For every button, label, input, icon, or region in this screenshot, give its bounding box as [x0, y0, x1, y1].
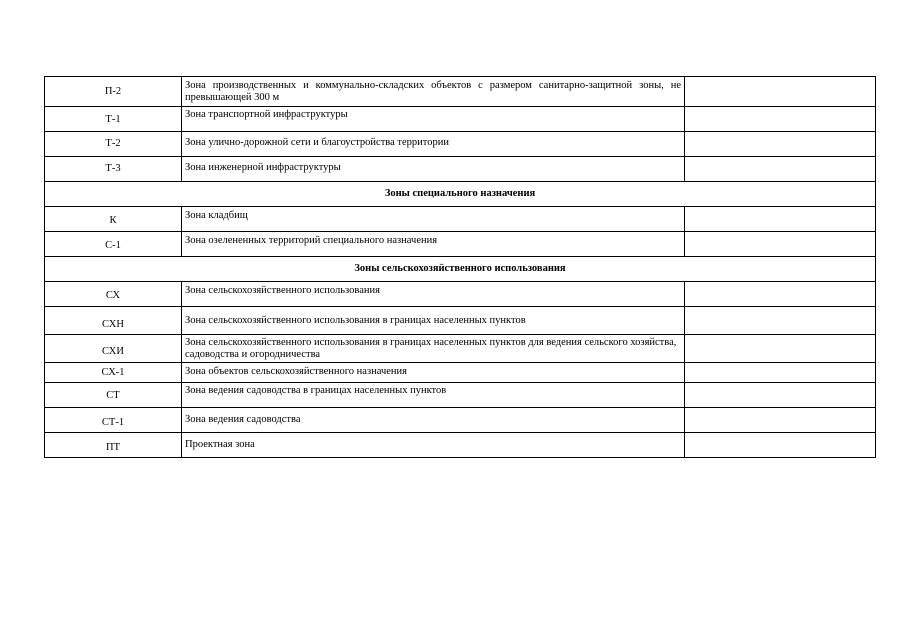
zone-extra — [685, 433, 876, 458]
zone-extra — [685, 232, 876, 257]
zone-code: СТ — [45, 383, 182, 408]
zone-extra — [685, 335, 876, 363]
section-title: Зоны сельскохозяйственного использования — [45, 257, 876, 282]
zone-extra — [685, 363, 876, 383]
table-row — [45, 383, 876, 408]
table-row — [45, 232, 876, 257]
table-row — [45, 363, 876, 383]
zone-extra — [685, 383, 876, 408]
zone-code: Т-1 — [45, 107, 182, 132]
table-row — [45, 335, 876, 363]
zone-extra — [685, 132, 876, 157]
zone-name: Зона инженерной инфраструктуры — [182, 157, 685, 182]
zone-name: Зона транспортной инфраструктуры — [182, 107, 685, 132]
zone-code: С-1 — [45, 232, 182, 257]
zone-extra — [685, 408, 876, 433]
zone-code: П-2 — [45, 77, 182, 107]
zone-code: СХ — [45, 282, 182, 307]
zone-name: Зона ведения садоводства в границах населенных пунктов — [182, 383, 685, 408]
zone-name: Зона улично-дорожной сети и благоустройства территории — [182, 132, 685, 157]
section-row — [45, 257, 876, 282]
zone-name: Зона производственных и коммунально-складских объектов с размером санитарно-защитной зоны, не превышающей 300 м — [182, 77, 685, 107]
section-title: Зоны специального назначения — [45, 182, 876, 207]
section-row — [45, 182, 876, 207]
zone-extra — [685, 77, 876, 107]
zone-code: СХ-1 — [45, 363, 182, 383]
zone-name: Зона озелененных территорий специального назначения — [182, 232, 685, 257]
table-row — [45, 157, 876, 182]
zone-code: ПТ — [45, 433, 182, 458]
zone-code: К — [45, 207, 182, 232]
table-row — [45, 408, 876, 433]
table-row — [45, 307, 876, 335]
table-row — [45, 107, 876, 132]
zone-extra — [685, 207, 876, 232]
zone-name: Зона сельскохозяйственного использования в границах населенных пунктов — [182, 307, 685, 335]
zone-name: Зона объектов сельскохозяйственного назначения — [182, 363, 685, 383]
zone-extra — [685, 282, 876, 307]
table-row — [45, 77, 876, 107]
zone-code: СХН — [45, 307, 182, 335]
zone-code: Т-2 — [45, 132, 182, 157]
zone-name: Зона кладбищ — [182, 207, 685, 232]
table-row — [45, 132, 876, 157]
zone-extra — [685, 107, 876, 132]
table-row — [45, 433, 876, 458]
zone-name: Зона ведения садоводства — [182, 408, 685, 433]
zone-name: Зона сельскохозяйственного использования в границах населенных пунктов для ведения сельского хозяйства, садоводства и огородничества — [182, 335, 685, 363]
zone-code: Т-3 — [45, 157, 182, 182]
zone-name: Зона сельскохозяйственного использования — [182, 282, 685, 307]
zones-table — [44, 76, 876, 458]
table-row — [45, 207, 876, 232]
zone-name: Проектная зона — [182, 433, 685, 458]
zone-extra — [685, 157, 876, 182]
zone-extra — [685, 307, 876, 335]
zone-code: СТ-1 — [45, 408, 182, 433]
table-row — [45, 282, 876, 307]
zone-code: СХИ — [45, 335, 182, 363]
